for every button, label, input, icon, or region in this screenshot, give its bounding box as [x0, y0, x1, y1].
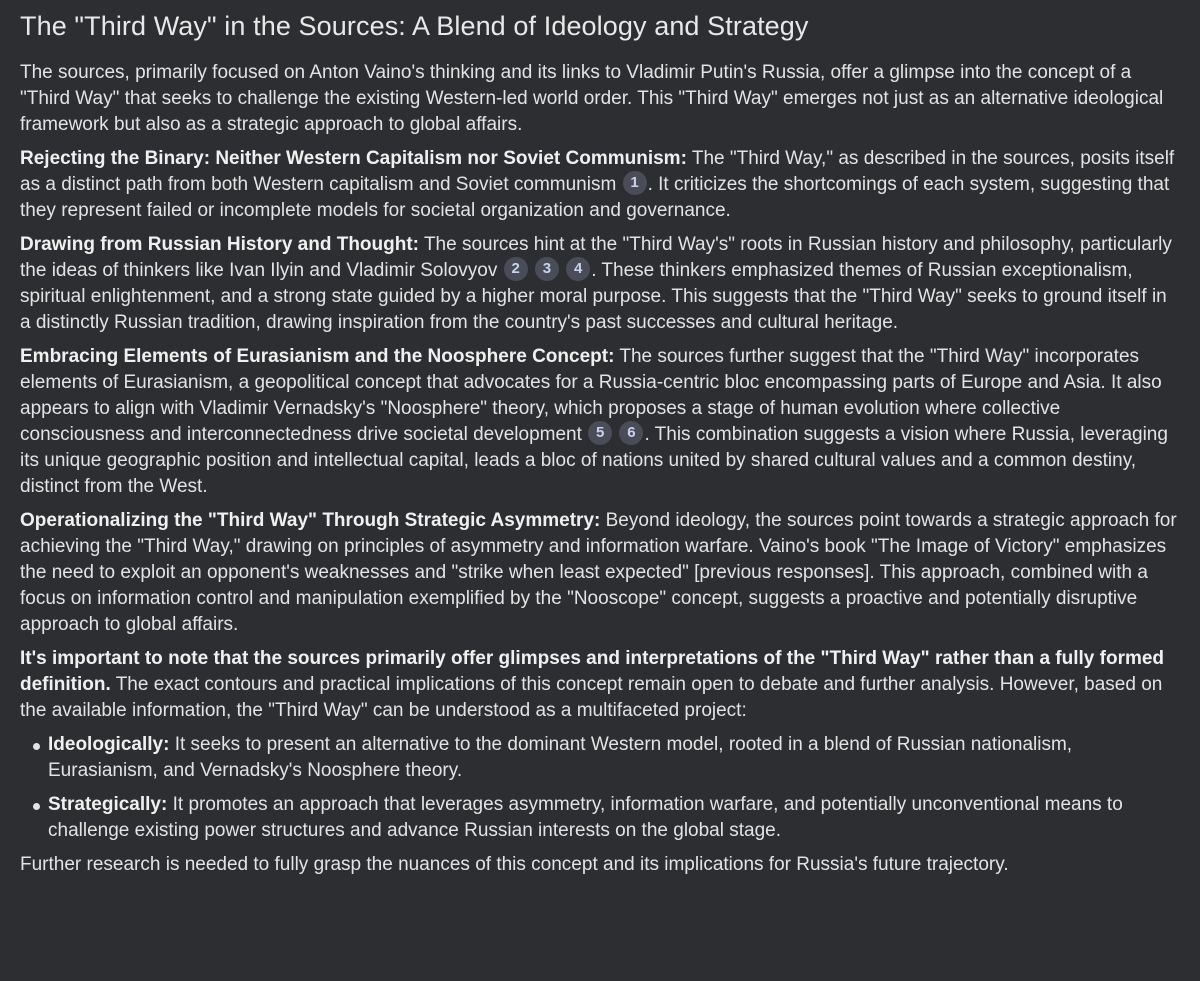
note-paragraph: It's important to note that the sources primarily offer glimpses and interpretations of the "Third Way" rather than a fully formed definition. The exact contours and practical implications of this concept remain open to debate and further analysis. However, based on the available information, the "Third Way" can be understood as a multifaceted project: [20, 648, 1165, 721]
bullet-icon [33, 743, 40, 750]
section-heading: Embracing Elements of Eurasianism and the Noosphere Concept: [20, 346, 615, 367]
citation-chip[interactable]: 2 [504, 257, 528, 281]
intro-paragraph: The sources, primarily focused on Anton Vaino's thinking and its links to Vladimir Putin's Russia, offer a glimpse into the concept of a "Third Way" that seeks to challenge the existing Western-led world order. This "Third Way" emerges not just as an alternative ideological framework but also as a strategic approach to global affairs. [20, 62, 1164, 135]
section-heading: Drawing from Russian History and Thought: [20, 234, 420, 255]
citation-chip[interactable]: 5 [588, 421, 612, 445]
citation-chip[interactable]: 4 [566, 257, 590, 281]
citation-chip[interactable]: 3 [535, 257, 559, 281]
summary-list [20, 732, 1182, 844]
section-heading: Operationalizing the "Third Way" Through Strategic Asymmetry: [20, 510, 601, 531]
list-item: Strategically: It promotes an approach that leverages asymmetry, information warfare, and potentially unconventional means to challenge existing power structures and advance Russian interests on the global stage. [20, 792, 1182, 844]
section-russian-history: Drawing from Russian History and Thought: The sources hint at the "Third Way's" roots in Russian history and philosophy, particularly the ideas of thinkers like Ivan Ilyin and Vladimir Solovyov 2 3 4 . These thinkers emphasized themes of Russian exceptionalism, spiritual enlightenment, and a strong state guided by a higher moral purpose. This suggests that the "Third Way" seeks to ground itself in a distinctly Russian tradition, drawing inspiration from the country's past successes and cultural heritage. [20, 234, 1172, 333]
section-strategic-asymmetry: Operationalizing the "Third Way" Through Strategic Asymmetry: Beyond ideology, the sources point towards a strategic approach for achieving the "Third Way," drawing on principles of asymmetry and information warfare. Vaino's book "The Image of Victory" emphasizes the need to exploit an opponent's weaknesses and "strike when least expected" [previous responses]. This approach, combined with a focus on information control and manipulation exemplified by the "Nooscope" concept, suggests a proactive and potentially disruptive approach to global affairs. [20, 510, 1177, 635]
note-bold: It's important to note that the sources primarily offer glimpses and interpretations of the "Third Way" rather than a fully formed definition. [20, 648, 1165, 695]
conclusion-paragraph: Further research is needed to fully grasp the nuances of this concept and its implications for Russia's future trajectory. [20, 854, 1009, 875]
section-eurasianism: Embracing Elements of Eurasianism and the Noosphere Concept: The sources further suggest that the "Third Way" incorporates elements of Eurasianism, a geopolitical concept that advocates for a Russia-centric bloc encompassing parts of Europe and Asia. It also appears to align with Vladimir Vernadsky's "Noosphere" theory, which proposes a stage of human evolution where collective consciousness and interconnectedness drive societal development 5 6 . This combination suggests a vision where Russia, leveraging its unique geographic position and intellectual capital, leads a bloc of nations united by shared cultural values and a common destiny, distinct from the West. [20, 346, 1168, 497]
section-rejecting-binary: Rejecting the Binary: Neither Western Capitalism nor Soviet Communism: The "Third Way," as described in the sources, posits itself as a distinct path from both Western capitalism and Soviet communism 1 . It criticizes the shortcomings of each system, suggesting that they represent failed or incomplete models for societal organization and governance. [20, 148, 1175, 221]
section-heading: Rejecting the Binary: Neither Western Capitalism nor Soviet Communism: [20, 148, 687, 169]
response-title: The "Third Way" in the Sources: A Blend of Ideology and Strategy [20, 11, 809, 41]
bullet-icon [33, 803, 40, 810]
citation-chip[interactable]: 1 [623, 171, 647, 195]
citation-chip[interactable]: 6 [619, 421, 643, 445]
response-content [20, 6, 1182, 886]
list-item: Ideologically: It seeks to present an alternative to the dominant Western model, rooted in a blend of Russian nationalism, Eurasianism, and Vernadsky's Noosphere theory. [20, 732, 1182, 784]
